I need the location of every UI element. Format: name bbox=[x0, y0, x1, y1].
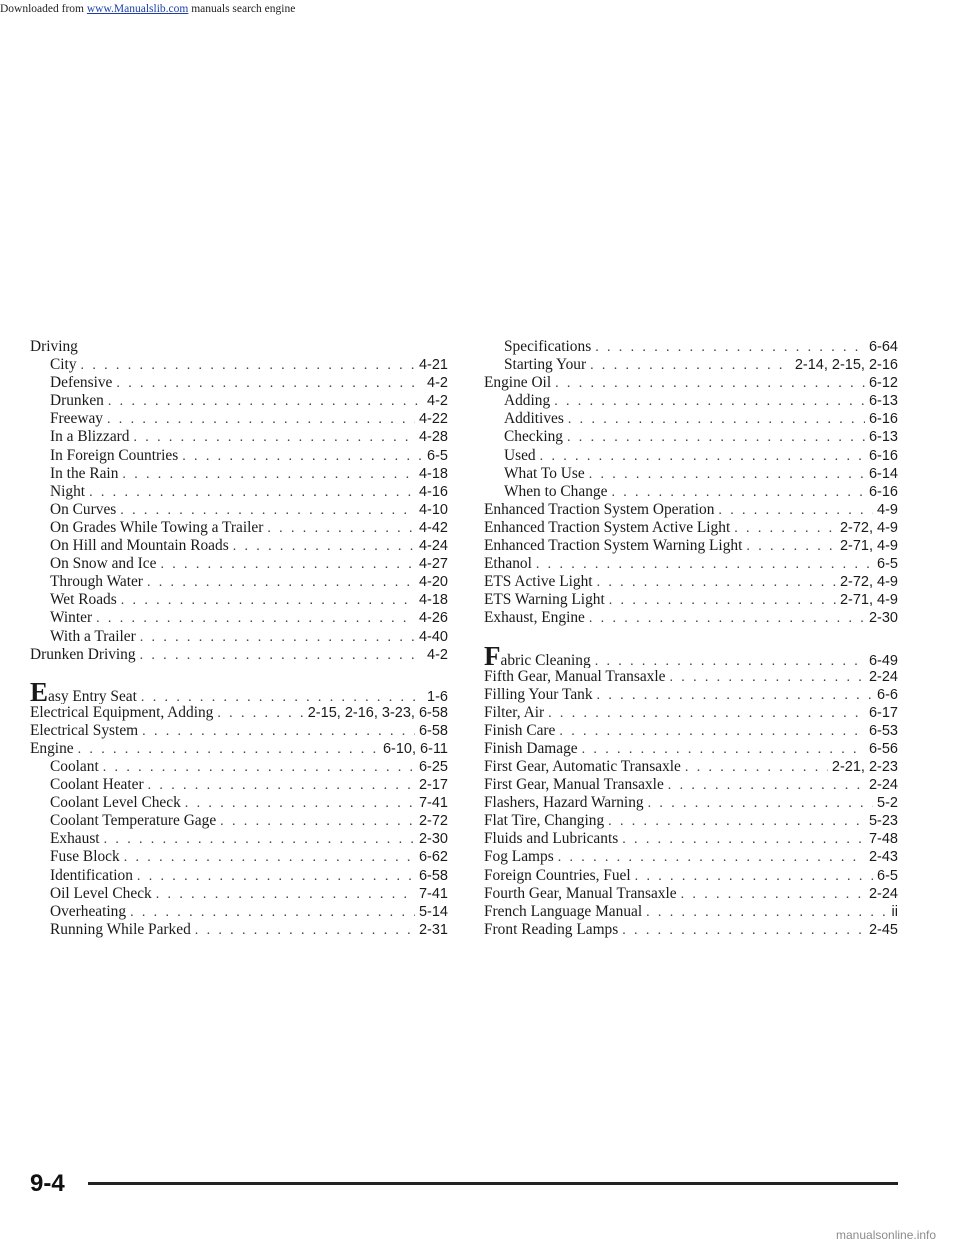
index-term: Exhaust bbox=[50, 830, 100, 848]
dot-leader bbox=[568, 411, 865, 428]
dot-leader bbox=[148, 777, 415, 794]
page-reference: 2-30 bbox=[868, 610, 898, 627]
index-term: Exhaust, Engine bbox=[484, 609, 585, 627]
index-subentry bbox=[30, 392, 448, 410]
index-entry bbox=[484, 519, 898, 537]
dot-leader bbox=[185, 795, 415, 812]
download-suffix: manuals search engine bbox=[188, 3, 296, 15]
index-term: Flashers, Hazard Warning bbox=[484, 794, 644, 812]
dot-leader bbox=[195, 922, 415, 939]
index-term: French Language Manual bbox=[484, 902, 643, 920]
index-term: Coolant Temperature Gage bbox=[50, 812, 217, 830]
index-term: ETS Active Light bbox=[484, 573, 593, 591]
dot-leader bbox=[116, 375, 423, 392]
page-reference: 5-14 bbox=[418, 903, 448, 920]
index-term: Filter, Air bbox=[484, 703, 545, 721]
index-entry bbox=[30, 722, 448, 740]
index-subentry bbox=[30, 356, 448, 374]
dot-leader bbox=[746, 538, 836, 555]
index-term: On Hill and Mountain Roads bbox=[50, 537, 229, 555]
index-term: When to Change bbox=[504, 482, 608, 500]
index-entry bbox=[484, 921, 898, 939]
dot-leader bbox=[622, 831, 865, 848]
page-reference: 2-31 bbox=[418, 921, 448, 938]
page-reference: 4-9 bbox=[877, 501, 898, 518]
page-reference: 4-2 bbox=[427, 646, 448, 663]
index-subentry bbox=[30, 848, 448, 866]
index-term: Defensive bbox=[50, 374, 113, 392]
index-term: Identification bbox=[50, 866, 133, 884]
watermark: manualsonline.info bbox=[836, 1228, 937, 1242]
page-reference: 5-2 bbox=[877, 795, 898, 812]
dot-leader bbox=[182, 448, 423, 465]
index-entry bbox=[484, 374, 898, 392]
dot-leader bbox=[147, 574, 415, 591]
page-reference: 6-12 bbox=[868, 375, 898, 392]
index-letter-entry bbox=[30, 682, 448, 704]
page-reference: 4-20 bbox=[418, 574, 448, 591]
page-reference: 2-24 bbox=[868, 777, 898, 794]
index-entry bbox=[484, 555, 898, 573]
index-term bbox=[484, 646, 591, 668]
index-term: On Snow and Ice bbox=[50, 555, 157, 573]
index-entry bbox=[30, 704, 448, 722]
page-reference: 6-58 bbox=[418, 722, 448, 739]
index-term: Finish Damage bbox=[484, 739, 578, 757]
dot-leader bbox=[78, 741, 379, 758]
index-entry bbox=[484, 867, 898, 885]
dot-leader bbox=[103, 759, 415, 776]
index-term bbox=[30, 682, 137, 704]
page-reference: 4-26 bbox=[418, 610, 448, 627]
dot-leader bbox=[597, 687, 873, 704]
index-term: Ethanol bbox=[484, 555, 532, 573]
index-subentry bbox=[484, 465, 898, 483]
page-reference: 6-16 bbox=[868, 447, 898, 464]
dot-leader bbox=[582, 741, 865, 758]
page-reference: 2-30 bbox=[418, 831, 448, 848]
index-term: Electrical Equipment, Adding bbox=[30, 703, 214, 721]
index-entry bbox=[484, 668, 898, 686]
index-subentry bbox=[484, 447, 898, 465]
dot-leader bbox=[635, 868, 873, 885]
page-reference: 2-24 bbox=[868, 885, 898, 902]
index-entry bbox=[484, 794, 898, 812]
index-term: Fluids and Lubricants bbox=[484, 830, 619, 848]
page-reference: 6-16 bbox=[868, 483, 898, 500]
index-term: Fourth Gear, Manual Transaxle bbox=[484, 884, 677, 902]
index-subentry bbox=[30, 447, 448, 465]
index-term: In the Rain bbox=[50, 464, 119, 482]
dot-leader bbox=[233, 538, 415, 555]
index-entry bbox=[484, 704, 898, 722]
page-reference: 2-17 bbox=[418, 777, 448, 794]
page-reference: 4-21 bbox=[418, 357, 448, 374]
page-reference: 6-5 bbox=[877, 867, 898, 884]
dot-leader bbox=[267, 520, 415, 537]
page-reference: 6-6 bbox=[877, 686, 898, 703]
index-term: First Gear, Manual Transaxle bbox=[484, 776, 664, 794]
index-term: Starting Your bbox=[504, 356, 587, 374]
dot-leader bbox=[597, 574, 836, 591]
index-subentry bbox=[30, 501, 448, 519]
page-reference: 4-2 bbox=[427, 375, 448, 392]
index-term: Specifications bbox=[504, 338, 592, 355]
index-entry bbox=[484, 740, 898, 758]
page-reference: 1-6 bbox=[427, 688, 448, 704]
index-term: Fuse Block bbox=[50, 848, 120, 866]
page-reference: 7-41 bbox=[418, 795, 448, 812]
footer-rule bbox=[88, 1182, 898, 1185]
page-reference: 4-22 bbox=[418, 411, 448, 428]
index-term: Oil Level Check bbox=[50, 884, 152, 902]
index-entry bbox=[484, 758, 898, 776]
dot-leader bbox=[141, 689, 423, 704]
index-entry bbox=[484, 573, 898, 591]
index-entry bbox=[484, 609, 898, 627]
index-subentry bbox=[30, 537, 448, 555]
page-reference: 6-49 bbox=[868, 652, 898, 668]
page-reference: 6-56 bbox=[868, 740, 898, 757]
page-reference: 6-5 bbox=[427, 447, 448, 464]
dot-leader bbox=[140, 647, 423, 664]
index-term: Coolant bbox=[50, 757, 99, 775]
index-term: Electrical System bbox=[30, 721, 139, 739]
index-entry bbox=[484, 722, 898, 740]
dot-leader bbox=[124, 849, 415, 866]
index-subentry bbox=[30, 812, 448, 830]
index-subentry bbox=[30, 628, 448, 646]
index-entry bbox=[484, 776, 898, 794]
index-entry bbox=[30, 740, 448, 758]
page-reference: 4-2 bbox=[427, 393, 448, 410]
index-entry bbox=[30, 646, 448, 664]
index-term: Additives bbox=[504, 410, 564, 428]
page-reference: 2-45 bbox=[868, 921, 898, 938]
index-subentry bbox=[30, 758, 448, 776]
dot-leader bbox=[536, 556, 873, 573]
dot-leader bbox=[548, 705, 865, 722]
index-term: Wet Roads bbox=[50, 591, 117, 609]
index-term: Engine Oil bbox=[484, 374, 552, 392]
index-term: Drunken Driving bbox=[30, 645, 136, 663]
page-reference: 2-14, 2-15, 2-16 bbox=[794, 357, 898, 374]
index-entry bbox=[484, 501, 898, 519]
dot-leader bbox=[589, 610, 865, 627]
index-column-left bbox=[30, 338, 448, 939]
index-subentry bbox=[484, 356, 898, 374]
index-term: First Gear, Automatic Transaxle bbox=[484, 757, 681, 775]
page-reference: ii bbox=[891, 903, 898, 920]
index-subentry bbox=[30, 885, 448, 903]
index-term: Driving bbox=[30, 338, 78, 355]
index-term: Adding bbox=[504, 392, 551, 410]
index-subentry bbox=[484, 483, 898, 501]
page-reference: 6-53 bbox=[868, 722, 898, 739]
index-entry bbox=[484, 812, 898, 830]
index-term: Enhanced Traction System Active Light bbox=[484, 518, 731, 536]
index-entry bbox=[484, 686, 898, 704]
index-term: ETS Warning Light bbox=[484, 591, 605, 609]
dot-leader bbox=[648, 795, 873, 812]
section-letter: E bbox=[30, 681, 49, 704]
index-term: On Curves bbox=[50, 500, 117, 518]
index-term: Overheating bbox=[50, 902, 127, 920]
page-reference: 6-16 bbox=[868, 411, 898, 428]
page-reference: 6-14 bbox=[868, 465, 898, 482]
index-subentry bbox=[30, 374, 448, 392]
index-term: Freeway bbox=[50, 410, 103, 428]
download-prefix: Downloaded from bbox=[0, 3, 87, 15]
index-term: Coolant Heater bbox=[50, 776, 144, 794]
dot-leader bbox=[160, 556, 415, 573]
index-subentry bbox=[30, 776, 448, 794]
index-subentry bbox=[484, 428, 898, 446]
dot-leader bbox=[555, 375, 865, 392]
page-reference: 6-13 bbox=[868, 429, 898, 446]
index-subentry bbox=[30, 410, 448, 428]
page-reference: 5-23 bbox=[868, 813, 898, 830]
page-reference: 2-72, 4-9 bbox=[839, 574, 898, 591]
page-reference: 6-64 bbox=[868, 339, 898, 355]
index-term: What To Use bbox=[504, 464, 585, 482]
page-reference: 6-58 bbox=[418, 867, 448, 884]
dot-leader bbox=[122, 466, 415, 483]
dot-leader bbox=[595, 339, 865, 356]
page-reference: 7-41 bbox=[418, 885, 448, 902]
index-term: Through Water bbox=[50, 573, 143, 591]
dot-leader bbox=[142, 723, 415, 740]
index-entry bbox=[484, 848, 898, 866]
page-reference: 6-17 bbox=[868, 704, 898, 721]
dot-leader bbox=[718, 502, 873, 519]
index-subentry bbox=[484, 392, 898, 410]
dot-leader bbox=[104, 831, 415, 848]
index-subentry bbox=[484, 410, 898, 428]
index-term: Foreign Countries, Fuel bbox=[484, 866, 631, 884]
page-reference: 4-18 bbox=[418, 465, 448, 482]
index-term: Finish Care bbox=[484, 721, 556, 739]
dot-leader bbox=[646, 904, 887, 921]
index-term: Flat Tire, Changing bbox=[484, 812, 605, 830]
index-term: In a Blizzard bbox=[50, 428, 130, 446]
dot-leader bbox=[107, 411, 415, 428]
index-subentry bbox=[30, 609, 448, 627]
index-term: Front Reading Lamps bbox=[484, 920, 619, 938]
index-subentry bbox=[30, 830, 448, 848]
dot-leader bbox=[609, 592, 836, 609]
page-reference: 4-24 bbox=[418, 538, 448, 555]
dot-leader bbox=[589, 466, 865, 483]
section-letter: F bbox=[484, 645, 501, 668]
dot-leader bbox=[608, 813, 865, 830]
index-subentry bbox=[30, 903, 448, 921]
page-reference: 6-10, 6-11 bbox=[382, 740, 448, 757]
dot-leader bbox=[567, 429, 865, 446]
index-entry bbox=[484, 591, 898, 609]
index-subentry bbox=[30, 794, 448, 812]
index-heading bbox=[30, 338, 448, 356]
index-entry bbox=[484, 885, 898, 903]
page-reference: 4-10 bbox=[418, 501, 448, 518]
dot-leader bbox=[595, 653, 865, 668]
index-entry bbox=[484, 903, 898, 921]
page-reference: 2-71, 4-9 bbox=[839, 592, 898, 609]
dot-leader bbox=[89, 484, 415, 501]
page-reference: 2-15, 2-16, 3-23, 6-58 bbox=[307, 704, 448, 721]
page-reference: 6-25 bbox=[418, 758, 448, 775]
index-subentry bbox=[30, 921, 448, 939]
dot-leader bbox=[133, 429, 414, 446]
dot-leader bbox=[137, 868, 415, 885]
page-reference: 2-24 bbox=[868, 668, 898, 685]
dot-leader bbox=[611, 484, 865, 501]
index-subentry bbox=[30, 591, 448, 609]
index-subentry bbox=[484, 338, 898, 356]
index-subentry bbox=[30, 519, 448, 537]
dot-leader bbox=[121, 592, 415, 609]
dot-leader bbox=[622, 922, 865, 939]
page-reference: 2-72, 4-9 bbox=[839, 519, 898, 536]
dot-leader bbox=[81, 357, 415, 374]
index-term: Night bbox=[50, 482, 86, 500]
index-subentry bbox=[30, 483, 448, 501]
index-term: Checking bbox=[504, 428, 563, 446]
page-reference: 2-72 bbox=[418, 813, 448, 830]
index-subentry bbox=[30, 465, 448, 483]
page-reference: 4-40 bbox=[418, 628, 448, 645]
index-subentry bbox=[30, 428, 448, 446]
index-term: Running While Parked bbox=[50, 920, 191, 938]
page-reference: 2-71, 4-9 bbox=[839, 538, 898, 555]
index-term: Winter bbox=[50, 609, 93, 627]
index-subentry bbox=[30, 573, 448, 591]
dot-leader bbox=[668, 777, 865, 794]
index-term: Coolant Level Check bbox=[50, 794, 181, 812]
index-entry bbox=[484, 830, 898, 848]
download-source-bar bbox=[0, 2, 960, 16]
dot-leader bbox=[734, 520, 836, 537]
index-term: With a Trailer bbox=[50, 627, 136, 645]
index-subentry bbox=[30, 555, 448, 573]
index-term: In Foreign Countries bbox=[50, 446, 179, 464]
index-column-right bbox=[484, 338, 898, 939]
index-term-rest: asy Entry Seat bbox=[48, 687, 137, 704]
dot-leader bbox=[554, 393, 865, 410]
index-term: City bbox=[50, 356, 77, 374]
dot-leader bbox=[140, 629, 415, 646]
dot-leader bbox=[130, 904, 415, 921]
index-term: Used bbox=[504, 446, 536, 464]
page-reference: 2-43 bbox=[868, 849, 898, 866]
index-subentry bbox=[30, 867, 448, 885]
dot-leader bbox=[558, 849, 865, 866]
index-term: On Grades While Towing a Trailer bbox=[50, 518, 264, 536]
dot-leader bbox=[681, 886, 865, 903]
dot-leader bbox=[559, 723, 865, 740]
page-number: 9-4 bbox=[30, 1170, 65, 1197]
index-letter-entry bbox=[484, 646, 898, 668]
dot-leader bbox=[669, 669, 864, 686]
page-reference: 2-21, 2-23 bbox=[831, 758, 898, 775]
dot-leader bbox=[96, 610, 415, 627]
index-term: Fifth Gear, Manual Transaxle bbox=[484, 667, 666, 685]
index-term: Filling Your Tank bbox=[484, 685, 593, 703]
index-term: Fog Lamps bbox=[484, 848, 554, 866]
page-reference: 4-42 bbox=[418, 519, 448, 536]
page-reference: 6-5 bbox=[877, 556, 898, 573]
index-term-rest: abric Cleaning bbox=[500, 651, 591, 668]
page-reference: 4-16 bbox=[418, 483, 448, 500]
dot-leader bbox=[590, 357, 791, 374]
page-reference: 4-18 bbox=[418, 592, 448, 609]
page-reference: 6-13 bbox=[868, 393, 898, 410]
page-reference: 7-48 bbox=[868, 831, 898, 848]
index-entry bbox=[484, 537, 898, 555]
dot-leader bbox=[156, 886, 415, 903]
index-term: Drunken bbox=[50, 392, 104, 410]
dot-leader bbox=[220, 813, 415, 830]
page-reference: 4-28 bbox=[418, 429, 448, 446]
page-reference: 4-27 bbox=[418, 556, 448, 573]
index-term: Enhanced Traction System Operation bbox=[484, 500, 715, 518]
dot-leader bbox=[685, 759, 828, 776]
dot-leader bbox=[120, 502, 415, 519]
manualslib-link[interactable]: www.Manualslib.com bbox=[86, 3, 189, 15]
dot-leader bbox=[108, 393, 423, 410]
page-reference: 6-62 bbox=[418, 849, 448, 866]
dot-leader bbox=[540, 448, 865, 465]
index-term: Enhanced Traction System Warning Light bbox=[484, 537, 743, 555]
dot-leader bbox=[217, 705, 303, 722]
index-term: Engine bbox=[30, 739, 74, 757]
